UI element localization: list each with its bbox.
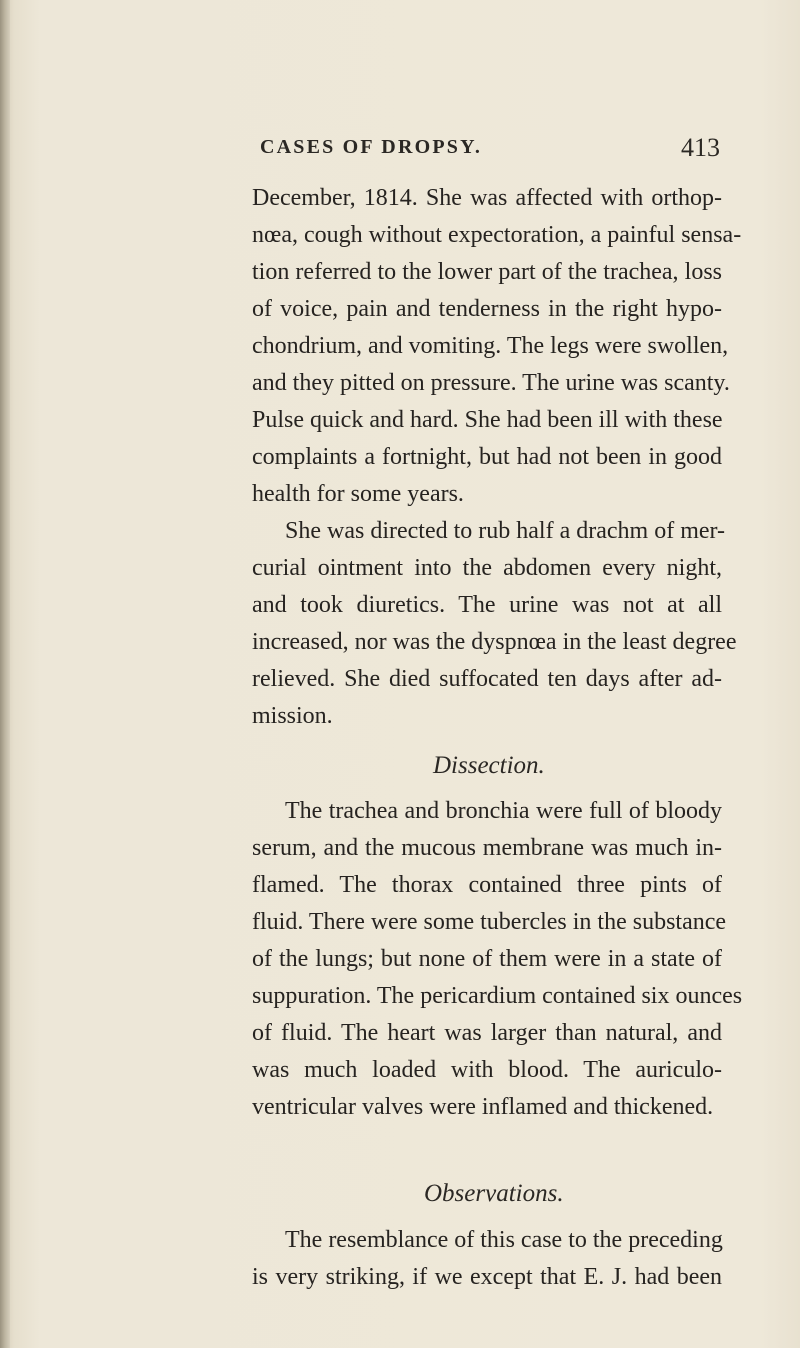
- page-header: [260, 133, 720, 166]
- text-line: curial ointment into the abdomen every night,: [252, 555, 722, 581]
- text-line: increased, nor was the dyspnœa in the least degree: [252, 629, 737, 655]
- text-line: The resemblance of this case to the preceding: [285, 1227, 723, 1253]
- text-line: mission.: [252, 703, 333, 729]
- text-line: fluid. There were some tubercles in the substance: [252, 909, 727, 935]
- running-head: CASES OF DROPSY.: [260, 136, 483, 158]
- text-line: of the lungs; but none of them were in a state of: [252, 946, 722, 972]
- text-line: She was directed to rub half a drachm of mer-: [285, 518, 726, 544]
- text-line: December, 1814. She was affected with orthop-: [252, 185, 722, 211]
- paragraph-observations: [252, 1222, 722, 1296]
- text-line: relieved. She died suffocated ten days after ad-: [252, 666, 722, 692]
- text-line: Pulse quick and hard. She had been ill with these: [252, 407, 723, 433]
- text-line: The trachea and bronchia were full of bloody: [285, 798, 722, 824]
- paragraph-treatment: [252, 513, 737, 735]
- text-line: suppuration. The pericardium contained six ounces: [252, 983, 743, 1009]
- text-line: was much loaded with blood. The auriculo-: [252, 1057, 722, 1083]
- text-line: of fluid. The heart was larger than natural, and: [252, 1020, 722, 1046]
- text-line: chondrium, and vomiting. The legs were swollen,: [252, 333, 729, 359]
- page-gutter-shadow: [0, 0, 10, 1348]
- text-line: is very striking, if we except that E. J. had been: [252, 1264, 722, 1290]
- text-line: and took diuretics. The urine was not at all: [252, 592, 722, 618]
- text-line: serum, and the mucous membrane was much in-: [252, 835, 722, 861]
- text-line: ventricular valves were inflamed and thickened.: [252, 1094, 714, 1120]
- paragraph-dissection: [252, 793, 743, 1126]
- text-line: of voice, pain and tenderness in the right hypo-: [252, 296, 722, 322]
- text-line: flamed. The thorax contained three pints of: [252, 872, 722, 898]
- section-heading-observations: Observations.: [424, 1180, 564, 1207]
- paragraph-case-history: [252, 180, 742, 513]
- text-line: tion referred to the lower part of the trachea, loss: [252, 259, 722, 285]
- text-line: complaints a fortnight, but had not been in good: [252, 444, 722, 470]
- text-line: nœa, cough without expectoration, a painful sensa-: [252, 222, 742, 248]
- text-line: health for some years.: [252, 481, 464, 507]
- section-heading-dissection: Dissection.: [433, 752, 545, 779]
- page-number: 413: [681, 133, 720, 162]
- text-line: and they pitted on pressure. The urine was scanty.: [252, 370, 730, 396]
